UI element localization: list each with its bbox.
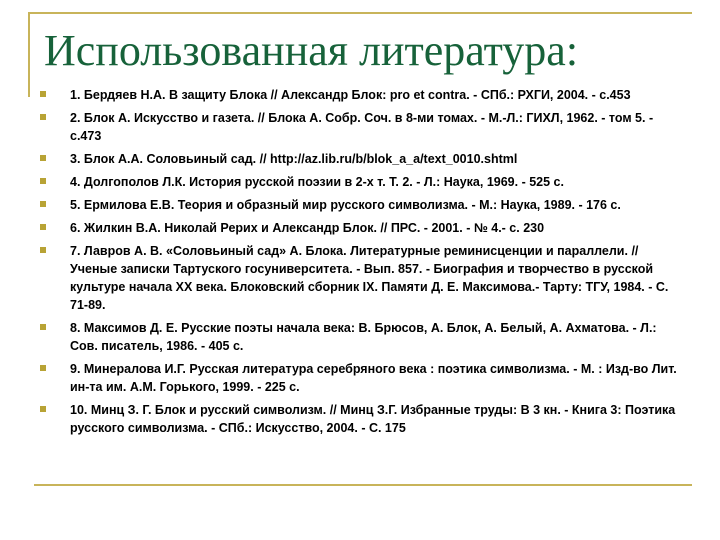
square-bullet-icon xyxy=(40,365,46,371)
reference-text: 3. Блок А.А. Соловьиный сад. // http://az.lib.ru/b/blok_a_a/text_0010.shtml xyxy=(70,152,518,166)
reference-text: 8. Максимов Д. Е. Русские поэты начала века: В. Брюсов, А. Блок, А. Белый, А. Ахматова. - Л.: Сов. писатель, 1986. - 405 с. xyxy=(70,321,657,353)
reference-text: 7. Лавров А. В. «Соловьиный сад» А. Блока. Литературные реминисценции и параллели. // Ученые записки Тартуского госуниверситета. - Вып. 857. - Биография и творчество в русской культуре начала XX века. Блоковский сборник IX. Памяти Д. Е. Максимова.- Тарту: ТГУ, 1984. - С. 71-89. xyxy=(70,244,669,312)
reference-list xyxy=(36,86,684,442)
square-bullet-icon xyxy=(40,155,46,161)
reference-item xyxy=(36,86,684,104)
reference-item xyxy=(36,401,684,437)
reference-item xyxy=(36,242,684,314)
reference-text: 4. Долгополов Л.К. История русской поэзии в 2-х т. Т. 2. - Л.: Наука, 1969. - 525 с. xyxy=(70,175,564,189)
square-bullet-icon xyxy=(40,178,46,184)
reference-text: 9. Минералова И.Г. Русская литература серебряного века : поэтика символизма. - М. : Изд-во Лит. ин-та им. А.М. Горького, 1999. - 225 с. xyxy=(70,362,677,394)
reference-item xyxy=(36,360,684,396)
square-bullet-icon xyxy=(40,201,46,207)
slide-title: Использованная литература: xyxy=(44,26,579,75)
frame-top-line xyxy=(28,12,692,14)
frame-left-line xyxy=(28,12,30,97)
reference-item xyxy=(36,219,684,237)
square-bullet-icon xyxy=(40,247,46,253)
reference-item xyxy=(36,173,684,191)
reference-item xyxy=(36,319,684,355)
reference-text: 10. Минц З. Г. Блок и русский символизм. // Минц З.Г. Избранные труды: В 3 кн. - Книга 3: Поэтика русского символизма. - СПб.: Искусство, 2004. - С. 175 xyxy=(70,403,676,435)
reference-text: 1. Бердяев Н.А. В защиту Блока // Александр Блок: pro et contra. - СПб.: РХГИ, 2004. - с.453 xyxy=(70,88,631,102)
square-bullet-icon xyxy=(40,324,46,330)
reference-text: 2. Блок А. Искусство и газета. // Блока А. Собр. Соч. в 8-ми томах. - М.-Л.: ГИХЛ, 1962. - том 5. - с.473 xyxy=(70,111,654,143)
square-bullet-icon xyxy=(40,114,46,120)
reference-item xyxy=(36,196,684,214)
square-bullet-icon xyxy=(40,406,46,412)
reference-item xyxy=(36,150,684,168)
square-bullet-icon xyxy=(40,91,46,97)
frame-bottom-line xyxy=(34,484,692,486)
reference-text: 5. Ермилова Е.В. Теория и образный мир русского символизма. - М.: Наука, 1989. - 176 с. xyxy=(70,198,621,212)
reference-text: 6. Жилкин В.А. Николай Рерих и Александр Блок. // ПРС. - 2001. - № 4.- с. 230 xyxy=(70,221,545,235)
square-bullet-icon xyxy=(40,224,46,230)
reference-item xyxy=(36,109,684,145)
